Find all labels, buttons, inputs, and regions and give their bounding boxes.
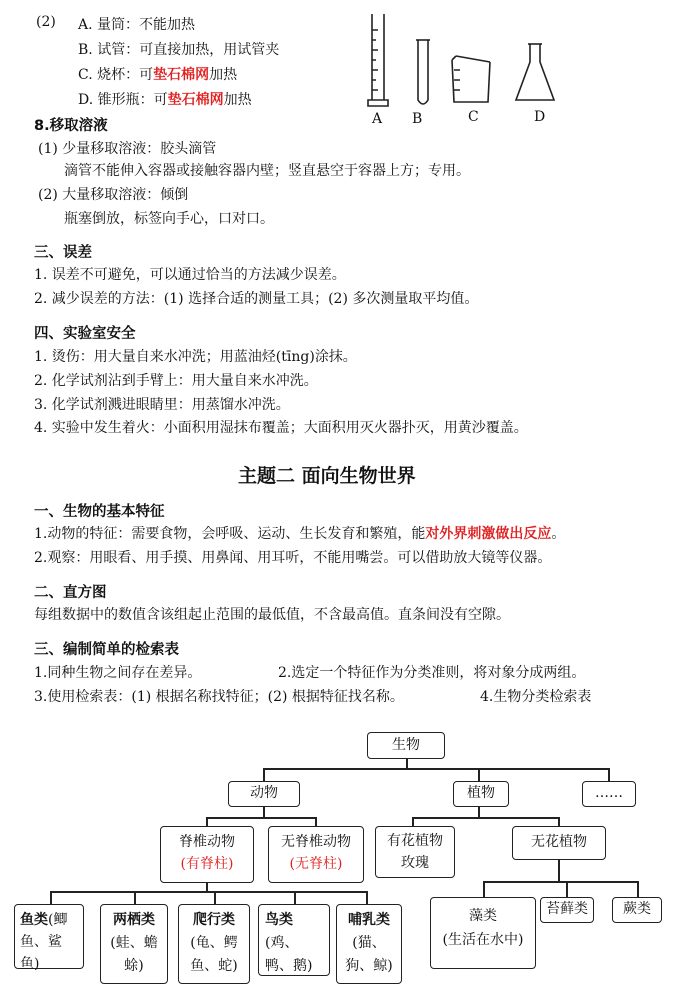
node-algae [430,897,536,969]
item-d-highlight: 垫石棉网 [167,92,224,108]
test-tube-icon [416,40,430,104]
node-amphibian-examples: (蛙、蟾蜍) [110,935,158,974]
section-8-line-3: (2) 大量移取溶液：倾倒 [38,187,189,203]
histogram-title: 二、直方图 [34,585,107,601]
node-invertebrate-sub: (无脊柱) [289,856,343,872]
amph-drop [134,891,136,905]
plant-bar [412,817,560,819]
node-fish-label: 鱼类 [20,912,48,928]
label-b: B [412,111,423,127]
bird-drop [294,891,296,905]
section-8-line-4: 瓶塞倒放，标签向手心，口对口。 [64,211,274,227]
safety-line-3: 3. 化学试剂溅进眼睛里：用蒸馏水冲洗。 [34,397,290,413]
node-more-label: …… [595,785,623,801]
mamm-drop [366,891,368,905]
item-a [78,14,195,34]
node-vertebrate-sub: (有脊柱) [180,856,234,872]
node-nonflowering [512,826,606,860]
item-c-highlight: 垫石棉网 [153,67,210,83]
node-flowering [375,826,455,878]
node-animal-label: 动物 [250,785,278,801]
item-b-text: B. 试管：可直接加热，用试管夹 [78,42,280,58]
beaker-icon [452,56,490,102]
basic-features-line-2: 2.观察：用眼看、用手摸、用鼻闻、用耳听，不能用嘴尝。可以借助放大镜等仪器。 [34,550,552,566]
key-table-line-2b: 4.生物分类检索表 [480,689,592,705]
safety-section-title: 四、实验室安全 [34,326,136,342]
node-algae-label: 藻类 [469,908,497,924]
node-bird-examples: (鸡、鸭、鹅) [265,935,313,974]
label-d: D [534,109,546,125]
error-line-1: 1. 误差不可避免，可以通过恰当的方法减少误差。 [34,267,346,283]
node-bird [258,904,330,976]
vert-bar [50,891,368,893]
node-amphibian-label: 两栖类 [113,912,155,928]
animal-feature-highlight: 对外界刺激做出反应 [425,526,552,542]
error-section-title: 三、误差 [34,245,92,261]
node-plant-label: 植物 [467,785,495,801]
node-moss [540,897,594,923]
node-fern [612,897,662,923]
noflower-stem [558,860,560,882]
item-c-text: C. 烧杯：可 [78,67,154,83]
node-animal [228,781,300,807]
node-flowering-sub: 玫瑰 [401,855,429,871]
key-table-line-2a: 3.使用检索表：(1) 根据名称找特征；(2) 根据特征找名称。 [34,689,404,705]
item-d [78,89,252,109]
node-amphibian [100,904,168,984]
item-a-text: A. 量筒：不能加热 [78,17,196,33]
basic-features-title: 一、生物的基本特征 [34,504,165,520]
node-reptile-examples: (龟、鳄鱼、蛇) [190,935,238,974]
key-table-line-1a: 1.同种生物之间存在差异。 [34,665,202,681]
node-reptile-label: 爬行类 [193,912,235,928]
safety-line-2: 2. 化学试剂沾到手臂上：用大量自来水冲洗。 [34,373,318,389]
basic-features-line-1 [34,523,565,543]
node-more [582,781,636,807]
label-a: A [372,111,383,127]
node-bird-label: 鸟类 [265,912,293,928]
section-8-line-1: (1) 少量移取溶液：胶头滴管 [38,141,217,157]
item-c-suffix: 加热 [209,67,238,83]
fish-drop [50,891,52,905]
node-fish-examples: (鲫鱼、鲨鱼) [20,912,68,972]
safety-line-4: 4. 实验中发生着火：小面积用湿抹布覆盖；大面积用灭火器扑灭，用黄沙覆盖。 [34,420,528,436]
label-c: C [468,109,479,125]
section-8-title: 8.移取溶液 [34,118,108,134]
key-table-title: 三、编制简单的检索表 [34,642,179,658]
safety-line-1: 1. 烫伤：用大量自来水冲洗；用蓝油烃(tīng)涂抹。 [34,349,357,365]
level1-bar [263,768,610,770]
item-d-text: D. 锥形瓶：可 [78,92,168,108]
animal-feature-text: 1.动物的特征：需要食物，会呼吸、运动、生长发育和繁殖，能 [34,526,426,542]
node-mammal-label: 哺乳类 [348,912,390,928]
item-b [78,39,279,59]
node-vertebrate [160,826,254,883]
key-table-line-1b: 2.选定一个特征作为分类准则，将对象分成两组。 [278,665,586,681]
conical-flask-icon [516,44,554,100]
node-reptile [178,904,250,984]
node-mammal-examples: (猫、狗、鲸) [345,935,393,974]
node-plant [453,781,509,807]
animal-feature-end: 。 [551,526,566,542]
section-8-line-2: 滴管不能伸入容器或接触容器内壁；竖直悬空于容器上方；专用。 [64,163,470,179]
animal-bar [206,817,317,819]
node-fish [14,904,84,972]
graduated-cylinder-icon [368,14,388,106]
node-algae-sub: (生活在水中) [442,932,524,948]
item-c [78,64,237,84]
node-moss-label: 苔藓类 [546,901,588,917]
item-d-suffix: 加热 [223,92,252,108]
node-flowering-label: 有花植物 [387,833,443,849]
rept-drop [214,891,216,905]
question-number: (2) [36,14,56,30]
node-invertebrate-label: 无脊椎动物 [281,834,351,850]
topic-2-title: 主题二 面向生物世界 [238,465,416,487]
node-nonflowering-label: 无花植物 [531,834,587,850]
histogram-line: 每组数据中的数值含该组起止范围的最低值，不含最高值。直条间没有空隙。 [34,607,510,623]
node-organism [367,732,445,759]
node-fern-label: 蕨类 [623,901,651,917]
glassware-illustration [360,10,560,128]
node-vertebrate-label: 脊椎动物 [179,834,235,850]
node-mammal [336,904,402,984]
node-invertebrate [268,826,364,883]
node-organism-label: 生物 [392,737,420,753]
noflower-bar [483,881,639,883]
error-line-2: 2. 减少误差的方法：(1) 选择合适的测量工具；(2) 多次测量取平均值。 [34,291,479,307]
